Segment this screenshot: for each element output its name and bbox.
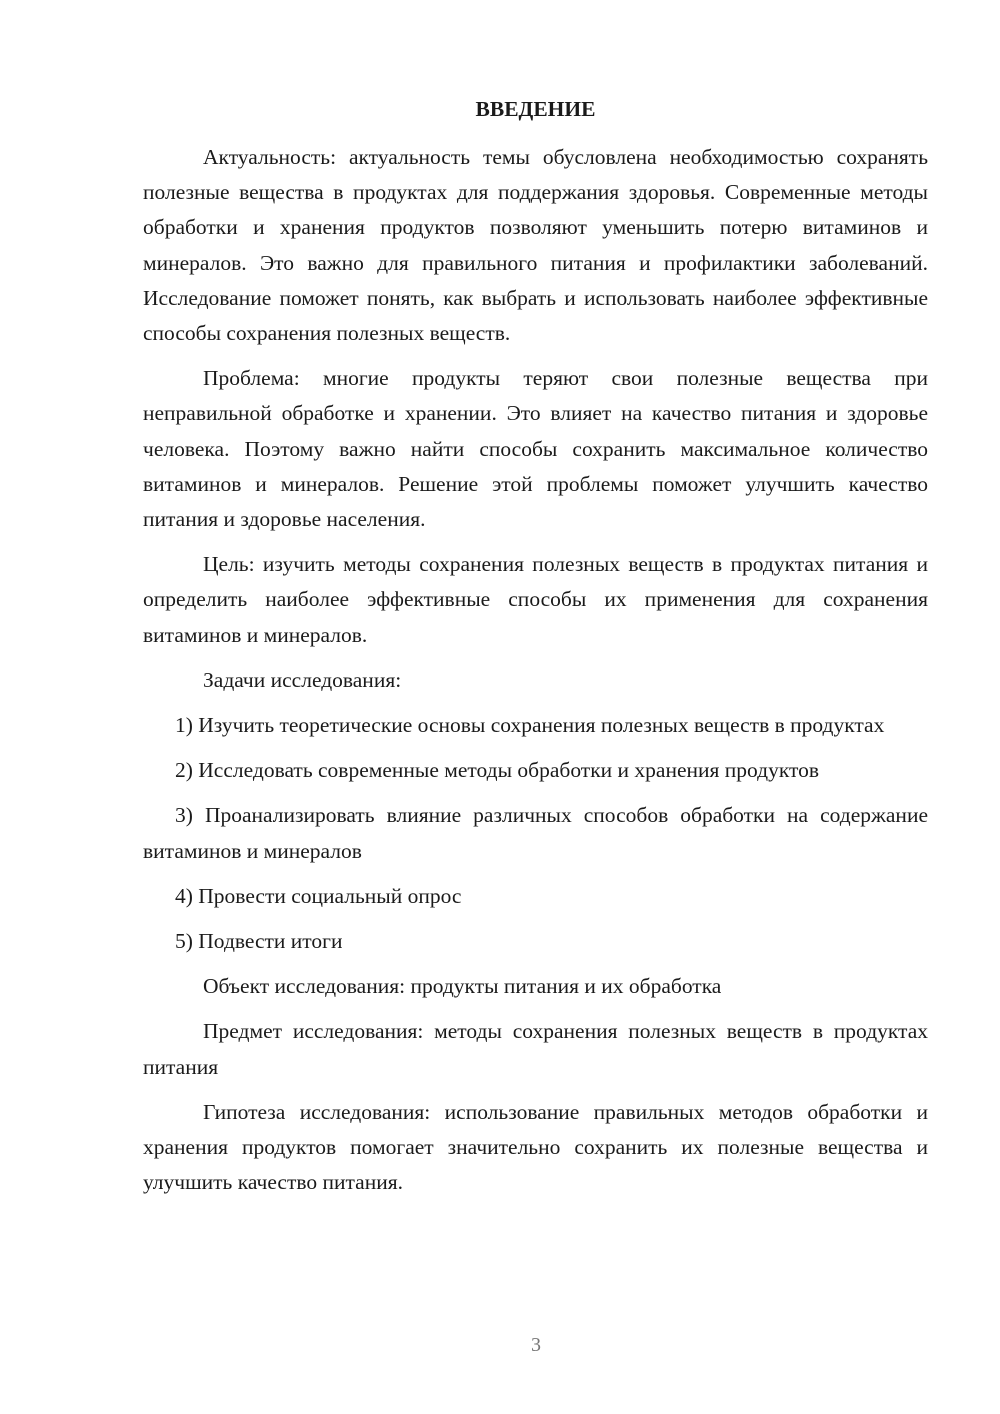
paragraph-problem: Проблема: многие продукты теряют свои полезные вещества при неправильной обработке и хранении. Это влияет на качество питания и здоровье человека. Поэтому важно найти способы сохранить максимальное количество витаминов и минералов. Решение этой проблемы поможет улучшить качество питания и здоровье населения. — [143, 366, 928, 532]
document-page — [143, 92, 928, 1210]
task-item-4: 4) Провести социальный опрос — [175, 883, 462, 908]
paragraph-goal: Цель: изучить методы сохранения полезных веществ в продуктах питания и определить наиболее эффективные способы их применения для сохранения витаминов и минералов. — [143, 552, 928, 647]
paragraph-object: Объект исследования: продукты питания и их обработка — [203, 974, 722, 999]
paragraph-relevance: Актуальность: актуальность темы обусловлена необходимостью сохранять полезные вещества в продуктах для поддержания здоровья. Современные методы обработки и хранения продуктов позволяют уменьшить потерю витаминов и минералов. Это важно для правильного питания и профилактики заболеваний. Исследование поможет понять, как выбрать и использовать наиболее эффективные способы сохранения полезных веществ. — [143, 145, 928, 346]
paragraph-subject: Предмет исследования: методы сохранения полезных веществ в продуктах питания — [143, 1019, 928, 1079]
task-item-5: 5) Подвести итоги — [175, 929, 343, 954]
tasks-heading: Задачи исследования: — [203, 667, 402, 692]
task-item-2: 2) Исследовать современные методы обработки и хранения продуктов — [175, 758, 820, 783]
task-item-1: 1) Изучить теоретические основы сохранения полезных веществ в продуктах — [175, 713, 885, 738]
page-number: 3 — [531, 1334, 541, 1356]
paragraph-hypothesis: Гипотеза исследования: использование правильных методов обработки и хранения продуктов помогает значительно сохранить их полезные вещества и улучшить качество питания. — [143, 1099, 928, 1195]
task-item-3: 3) Проанализировать влияние различных способов обработки на содержание витаминов и минералов — [143, 803, 928, 863]
page-title: ВВЕДЕНИЕ — [475, 97, 596, 121]
